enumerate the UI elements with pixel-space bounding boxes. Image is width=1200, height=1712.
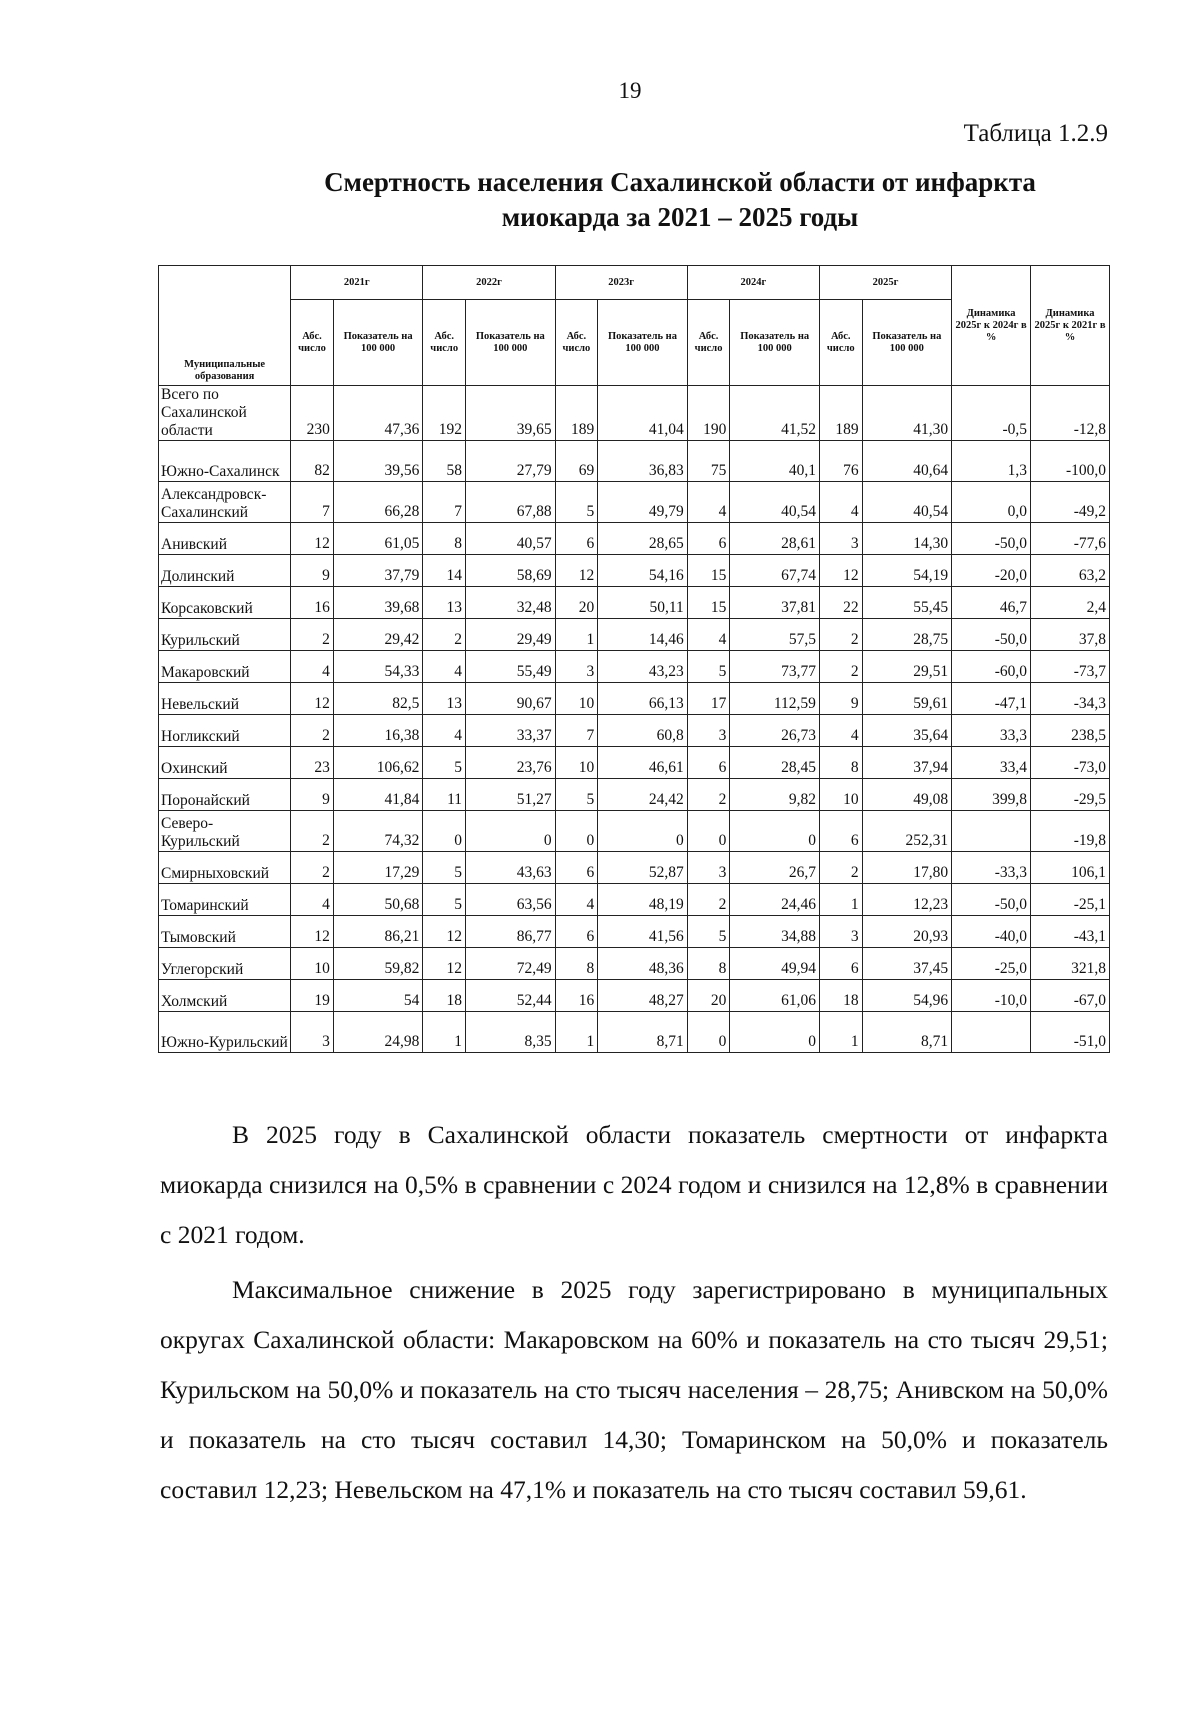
table-cell: 3 bbox=[687, 852, 730, 884]
table-cell: 10 bbox=[555, 747, 598, 779]
table-cell: 321,8 bbox=[1031, 948, 1110, 980]
column-header-dynamics-2021: Динамика 2025г к 2021г в % bbox=[1031, 266, 1110, 386]
table-cell: 6 bbox=[687, 747, 730, 779]
column-header-rate: Показатель на 100 000 bbox=[598, 300, 688, 386]
table-row bbox=[159, 555, 1110, 587]
municipality-name: Александровск-Сахалинский bbox=[159, 482, 291, 523]
table-cell: 5 bbox=[423, 884, 466, 916]
table-cell: 74,32 bbox=[333, 811, 423, 852]
table-cell: 28,65 bbox=[598, 523, 688, 555]
table-row bbox=[159, 619, 1110, 651]
table-cell: 20,93 bbox=[862, 916, 952, 948]
year-header: 2024г bbox=[687, 266, 819, 300]
table-cell: 1 bbox=[555, 1012, 598, 1053]
table-cell: 54,96 bbox=[862, 980, 952, 1012]
body-text bbox=[160, 1110, 1108, 1520]
table-cell: 33,37 bbox=[466, 715, 556, 747]
table-cell: 6 bbox=[555, 852, 598, 884]
municipality-name: Ногликский bbox=[159, 715, 291, 747]
table-cell: 14,46 bbox=[598, 619, 688, 651]
table-cell: 36,83 bbox=[598, 441, 688, 482]
table-cell: -20,0 bbox=[952, 555, 1031, 587]
municipality-name: Анивский bbox=[159, 523, 291, 555]
table-cell: 82,5 bbox=[333, 683, 423, 715]
table-cell: 46,61 bbox=[598, 747, 688, 779]
table-cell: 1,3 bbox=[952, 441, 1031, 482]
table-cell: 40,54 bbox=[862, 482, 952, 523]
table-cell: 39,65 bbox=[466, 386, 556, 441]
table-cell: 61,05 bbox=[333, 523, 423, 555]
table-cell: 28,45 bbox=[730, 747, 820, 779]
table-cell: 16 bbox=[555, 980, 598, 1012]
table-cell: 4 bbox=[423, 651, 466, 683]
table-cell: 238,5 bbox=[1031, 715, 1110, 747]
table-cell: 8,71 bbox=[862, 1012, 952, 1053]
table-cell: 18 bbox=[423, 980, 466, 1012]
table-cell: -73,7 bbox=[1031, 651, 1110, 683]
table-cell: 9 bbox=[291, 555, 334, 587]
table-cell: 8 bbox=[687, 948, 730, 980]
column-header-rate: Показатель на 100 000 bbox=[333, 300, 423, 386]
table-title-line: Смертность населения Сахалинской области от инфаркта bbox=[324, 167, 1036, 197]
table-cell: 12 bbox=[291, 523, 334, 555]
table-cell: 60,8 bbox=[598, 715, 688, 747]
table-cell: 28,61 bbox=[730, 523, 820, 555]
table-row bbox=[159, 482, 1110, 523]
table-cell: 37,45 bbox=[862, 948, 952, 980]
table-cell: 0 bbox=[466, 811, 556, 852]
table-cell: -0,5 bbox=[952, 386, 1031, 441]
table-cell: 72,49 bbox=[466, 948, 556, 980]
table-row bbox=[159, 747, 1110, 779]
table-cell: -50,0 bbox=[952, 619, 1031, 651]
table-cell: 49,08 bbox=[862, 779, 952, 811]
table-cell: 5 bbox=[555, 779, 598, 811]
municipality-name: Невельский bbox=[159, 683, 291, 715]
table-cell: 55,45 bbox=[862, 587, 952, 619]
table-cell: 230 bbox=[291, 386, 334, 441]
table-cell: 12 bbox=[819, 555, 862, 587]
table-cell: 26,7 bbox=[730, 852, 820, 884]
table-cell: -50,0 bbox=[952, 523, 1031, 555]
table-cell: 37,94 bbox=[862, 747, 952, 779]
table-cell: 86,21 bbox=[333, 916, 423, 948]
municipality-name: Макаровский bbox=[159, 651, 291, 683]
table-cell: 17,80 bbox=[862, 852, 952, 884]
table-cell: 4 bbox=[291, 651, 334, 683]
table-cell: 29,51 bbox=[862, 651, 952, 683]
column-header-rate: Показатель на 100 000 bbox=[466, 300, 556, 386]
table-cell: 63,56 bbox=[466, 884, 556, 916]
municipality-name: Курильский bbox=[159, 619, 291, 651]
table-cell: 5 bbox=[423, 747, 466, 779]
table-cell: -51,0 bbox=[1031, 1012, 1110, 1053]
year-header: 2025г bbox=[819, 266, 951, 300]
table-cell: 37,79 bbox=[333, 555, 423, 587]
table-row bbox=[159, 651, 1110, 683]
table-cell: 27,79 bbox=[466, 441, 556, 482]
table-cell: 17 bbox=[687, 683, 730, 715]
table-cell: 67,74 bbox=[730, 555, 820, 587]
table-cell: 49,94 bbox=[730, 948, 820, 980]
table-cell: -47,1 bbox=[952, 683, 1031, 715]
table-row bbox=[159, 811, 1110, 852]
table-cell: 39,56 bbox=[333, 441, 423, 482]
table-cell: 58 bbox=[423, 441, 466, 482]
table-cell: -34,3 bbox=[1031, 683, 1110, 715]
table-cell: 90,67 bbox=[466, 683, 556, 715]
table-cell: -25,1 bbox=[1031, 884, 1110, 916]
column-header-abs: Абс. число bbox=[819, 300, 862, 386]
table-cell: 106,62 bbox=[333, 747, 423, 779]
table-cell: -33,3 bbox=[952, 852, 1031, 884]
table-cell bbox=[952, 811, 1031, 852]
table-cell: 6 bbox=[819, 811, 862, 852]
table-cell: 1 bbox=[555, 619, 598, 651]
municipality-name: Корсаковский bbox=[159, 587, 291, 619]
table-cell: 28,75 bbox=[862, 619, 952, 651]
table-cell: 29,42 bbox=[333, 619, 423, 651]
table-cell: 73,77 bbox=[730, 651, 820, 683]
table-row bbox=[159, 587, 1110, 619]
table-cell: 4 bbox=[423, 715, 466, 747]
table-cell: 34,88 bbox=[730, 916, 820, 948]
table-cell: 63,2 bbox=[1031, 555, 1110, 587]
table-cell: -77,6 bbox=[1031, 523, 1110, 555]
table-cell: 0 bbox=[598, 811, 688, 852]
table-cell bbox=[952, 1012, 1031, 1053]
table-cell: 67,88 bbox=[466, 482, 556, 523]
table-cell: 41,84 bbox=[333, 779, 423, 811]
table-cell: 82 bbox=[291, 441, 334, 482]
table-cell: 54,19 bbox=[862, 555, 952, 587]
table-row bbox=[159, 386, 1110, 441]
table-cell: 46,7 bbox=[952, 587, 1031, 619]
table-cell: 18 bbox=[819, 980, 862, 1012]
table-cell: 15 bbox=[687, 587, 730, 619]
municipality-name: Охинский bbox=[159, 747, 291, 779]
table-row bbox=[159, 884, 1110, 916]
table-cell: 55,49 bbox=[466, 651, 556, 683]
table-cell: 41,52 bbox=[730, 386, 820, 441]
municipality-name: Всего по Сахалинской области bbox=[159, 386, 291, 441]
table-cell: 20 bbox=[555, 587, 598, 619]
table-title-line: миокарда за 2021 – 2025 годы bbox=[501, 202, 859, 232]
municipality-name: Углегорский bbox=[159, 948, 291, 980]
table-cell: 33,3 bbox=[952, 715, 1031, 747]
column-header-abs: Абс. число bbox=[687, 300, 730, 386]
table-cell: -100,0 bbox=[1031, 441, 1110, 482]
table-cell: 39,68 bbox=[333, 587, 423, 619]
table-cell: 8 bbox=[423, 523, 466, 555]
table-cell: 59,61 bbox=[862, 683, 952, 715]
table-cell: 41,04 bbox=[598, 386, 688, 441]
municipality-name: Поронайский bbox=[159, 779, 291, 811]
table-cell: 23,76 bbox=[466, 747, 556, 779]
mortality-table bbox=[158, 265, 1110, 1053]
table-cell: 69 bbox=[555, 441, 598, 482]
table-cell: -60,0 bbox=[952, 651, 1031, 683]
table-cell: 7 bbox=[291, 482, 334, 523]
table-cell: 3 bbox=[555, 651, 598, 683]
table-row bbox=[159, 980, 1110, 1012]
municipality-name: Долинский bbox=[159, 555, 291, 587]
table-row bbox=[159, 948, 1110, 980]
table-cell: 33,4 bbox=[952, 747, 1031, 779]
table-cell: 10 bbox=[555, 683, 598, 715]
column-header-rate: Показатель на 100 000 bbox=[862, 300, 952, 386]
table-cell: 66,28 bbox=[333, 482, 423, 523]
table-cell: 12 bbox=[291, 916, 334, 948]
table-cell: 61,06 bbox=[730, 980, 820, 1012]
table-row bbox=[159, 683, 1110, 715]
table-cell: 8,71 bbox=[598, 1012, 688, 1053]
table-cell: 106,1 bbox=[1031, 852, 1110, 884]
table-cell: 48,27 bbox=[598, 980, 688, 1012]
table-cell: 48,36 bbox=[598, 948, 688, 980]
table-cell: 52,44 bbox=[466, 980, 556, 1012]
municipality-name: Северо-Курильский bbox=[159, 811, 291, 852]
table-cell: -49,2 bbox=[1031, 482, 1110, 523]
table-cell: 37,8 bbox=[1031, 619, 1110, 651]
table-cell: 3 bbox=[291, 1012, 334, 1053]
table-cell: 2 bbox=[819, 619, 862, 651]
table-cell: 17,29 bbox=[333, 852, 423, 884]
table-cell: 50,11 bbox=[598, 587, 688, 619]
table-cell: -67,0 bbox=[1031, 980, 1110, 1012]
table-cell: 2 bbox=[687, 884, 730, 916]
municipality-name: Тымовский bbox=[159, 916, 291, 948]
column-header-dynamics-2024: Динамика 2025г к 2024г в % bbox=[952, 266, 1031, 386]
table-cell: 6 bbox=[555, 916, 598, 948]
table-cell: 22 bbox=[819, 587, 862, 619]
municipality-name: Южно-Сахалинск bbox=[159, 441, 291, 482]
table-cell: 86,77 bbox=[466, 916, 556, 948]
table-cell: 5 bbox=[423, 852, 466, 884]
table-cell: 41,56 bbox=[598, 916, 688, 948]
table-cell: 35,64 bbox=[862, 715, 952, 747]
table-row bbox=[159, 715, 1110, 747]
table-cell: 2 bbox=[819, 651, 862, 683]
table-header bbox=[159, 266, 1110, 386]
table-cell: 189 bbox=[819, 386, 862, 441]
table-cell: 7 bbox=[555, 715, 598, 747]
table-cell: -29,5 bbox=[1031, 779, 1110, 811]
table-cell: 40,64 bbox=[862, 441, 952, 482]
table-cell: 66,13 bbox=[598, 683, 688, 715]
table-cell: 2 bbox=[291, 715, 334, 747]
municipality-name: Южно-Курильский bbox=[159, 1012, 291, 1053]
table-cell: 8,35 bbox=[466, 1012, 556, 1053]
table-row bbox=[159, 852, 1110, 884]
municipality-name: Томаринский bbox=[159, 884, 291, 916]
table-cell: 37,81 bbox=[730, 587, 820, 619]
paragraph: Максимальное снижение в 2025 году зарегистрировано в муниципальных округах Сахалинской области: Макаровском на 60% и показатель на сто тысяч 29,51; Курильском на 50,0% и показатель на сто тысяч населения – 28,75; Анивском на 50,0% и показатель на сто тысяч составил 14,30; Томаринском на 50,0% и показатель составил 12,23; Невельском на 47,1% и показатель на сто тысяч составил 59,61. bbox=[160, 1275, 1108, 1504]
table-cell: 1 bbox=[819, 1012, 862, 1053]
table-cell: 1 bbox=[423, 1012, 466, 1053]
page-number: 19 bbox=[618, 78, 642, 103]
table-cell: 15 bbox=[687, 555, 730, 587]
column-header-rate: Показатель на 100 000 bbox=[730, 300, 820, 386]
table-body bbox=[159, 386, 1110, 1053]
table-cell: 5 bbox=[687, 916, 730, 948]
year-header: 2023г bbox=[555, 266, 687, 300]
table-cell: 40,57 bbox=[466, 523, 556, 555]
table-cell: 2 bbox=[291, 811, 334, 852]
table-cell: 12,23 bbox=[862, 884, 952, 916]
table-row bbox=[159, 779, 1110, 811]
table-cell: -19,8 bbox=[1031, 811, 1110, 852]
table-cell: 4 bbox=[819, 482, 862, 523]
table-cell: 12 bbox=[423, 948, 466, 980]
table-cell: 5 bbox=[687, 651, 730, 683]
table-cell: 76 bbox=[819, 441, 862, 482]
year-header: 2021г bbox=[291, 266, 423, 300]
municipality-name: Холмский bbox=[159, 980, 291, 1012]
table-cell: 58,69 bbox=[466, 555, 556, 587]
table-cell: 0 bbox=[423, 811, 466, 852]
table-cell: 11 bbox=[423, 779, 466, 811]
table-label: Таблица 1.2.9 bbox=[963, 120, 1108, 147]
table-cell: 2,4 bbox=[1031, 587, 1110, 619]
table-cell: 20 bbox=[687, 980, 730, 1012]
table-cell: 12 bbox=[423, 916, 466, 948]
column-header-municipality: Муниципальные образования bbox=[159, 266, 291, 386]
column-header-abs: Абс. число bbox=[291, 300, 334, 386]
table-cell: 112,59 bbox=[730, 683, 820, 715]
table-cell: 4 bbox=[291, 884, 334, 916]
table-cell: 49,79 bbox=[598, 482, 688, 523]
column-header-abs: Абс. число bbox=[423, 300, 466, 386]
table-cell: 2 bbox=[687, 779, 730, 811]
table-cell: 13 bbox=[423, 587, 466, 619]
table-cell: 5 bbox=[555, 482, 598, 523]
table-cell: 54 bbox=[333, 980, 423, 1012]
table-cell: 3 bbox=[819, 916, 862, 948]
table-cell: 4 bbox=[819, 715, 862, 747]
table-cell: 2 bbox=[819, 852, 862, 884]
table-cell: 24,42 bbox=[598, 779, 688, 811]
table-cell: 23 bbox=[291, 747, 334, 779]
table-cell: 54,33 bbox=[333, 651, 423, 683]
paragraph: В 2025 году в Сахалинской области показатель смертности от инфаркта миокарда снизился на 0,5% в сравнении с 2024 годом и снизился на 12,8% в сравнении с 2021 годом. bbox=[160, 1120, 1108, 1249]
table-cell: 6 bbox=[555, 523, 598, 555]
column-header-abs: Абс. число bbox=[555, 300, 598, 386]
table-cell: 14 bbox=[423, 555, 466, 587]
table-cell: 40,1 bbox=[730, 441, 820, 482]
table-cell: 57,5 bbox=[730, 619, 820, 651]
table-cell: 14,30 bbox=[862, 523, 952, 555]
table-cell: -43,1 bbox=[1031, 916, 1110, 948]
table-cell: 26,73 bbox=[730, 715, 820, 747]
table-cell: 9,82 bbox=[730, 779, 820, 811]
table-cell: 13 bbox=[423, 683, 466, 715]
table-cell: 6 bbox=[819, 948, 862, 980]
table-cell: 10 bbox=[819, 779, 862, 811]
table-cell: 12 bbox=[291, 683, 334, 715]
table-cell: 7 bbox=[423, 482, 466, 523]
table-cell: 252,31 bbox=[862, 811, 952, 852]
table-cell: 24,46 bbox=[730, 884, 820, 916]
table-cell: -10,0 bbox=[952, 980, 1031, 1012]
table-cell: 0 bbox=[687, 811, 730, 852]
table-cell: -12,8 bbox=[1031, 386, 1110, 441]
table-cell: 2 bbox=[291, 852, 334, 884]
table-cell: 59,82 bbox=[333, 948, 423, 980]
table-cell: 47,36 bbox=[333, 386, 423, 441]
table-cell: 10 bbox=[291, 948, 334, 980]
table-cell: 6 bbox=[687, 523, 730, 555]
table-cell: 1 bbox=[819, 884, 862, 916]
table-cell: 29,49 bbox=[466, 619, 556, 651]
table-cell: 0 bbox=[687, 1012, 730, 1053]
table-cell: 16 bbox=[291, 587, 334, 619]
table-cell: 54,16 bbox=[598, 555, 688, 587]
table-cell: 8 bbox=[555, 948, 598, 980]
table-cell: 0,0 bbox=[952, 482, 1031, 523]
table-cell: 16,38 bbox=[333, 715, 423, 747]
table-cell: 0 bbox=[555, 811, 598, 852]
table-cell: 41,30 bbox=[862, 386, 952, 441]
table-cell: 32,48 bbox=[466, 587, 556, 619]
table-cell: 3 bbox=[819, 523, 862, 555]
table-cell: 4 bbox=[555, 884, 598, 916]
table-cell: -50,0 bbox=[952, 884, 1031, 916]
table-cell: 75 bbox=[687, 441, 730, 482]
table-cell: 4 bbox=[687, 619, 730, 651]
table-cell: 189 bbox=[555, 386, 598, 441]
table-cell: 0 bbox=[730, 1012, 820, 1053]
table-cell: 2 bbox=[423, 619, 466, 651]
year-header: 2022г bbox=[423, 266, 555, 300]
table-cell: 0 bbox=[730, 811, 820, 852]
table-cell: 3 bbox=[687, 715, 730, 747]
table-cell: 43,63 bbox=[466, 852, 556, 884]
table-cell: 190 bbox=[687, 386, 730, 441]
table-cell: 43,23 bbox=[598, 651, 688, 683]
table-cell: 40,54 bbox=[730, 482, 820, 523]
table-row bbox=[159, 916, 1110, 948]
table-cell: 12 bbox=[555, 555, 598, 587]
municipality-name: Смирныховский bbox=[159, 852, 291, 884]
table-cell: 9 bbox=[291, 779, 334, 811]
table-title bbox=[160, 165, 1200, 235]
table-cell: 19 bbox=[291, 980, 334, 1012]
table-cell: 399,8 bbox=[952, 779, 1031, 811]
table-cell: -25,0 bbox=[952, 948, 1031, 980]
table-cell: 192 bbox=[423, 386, 466, 441]
table-cell: 51,27 bbox=[466, 779, 556, 811]
table-cell: 8 bbox=[819, 747, 862, 779]
table-row bbox=[159, 1012, 1110, 1053]
table-cell: 50,68 bbox=[333, 884, 423, 916]
table-row bbox=[159, 441, 1110, 482]
table-cell: 48,19 bbox=[598, 884, 688, 916]
table-cell: -73,0 bbox=[1031, 747, 1110, 779]
table-row bbox=[159, 523, 1110, 555]
table-cell: 9 bbox=[819, 683, 862, 715]
table-cell: 52,87 bbox=[598, 852, 688, 884]
table-cell: 2 bbox=[291, 619, 334, 651]
table-cell: 24,98 bbox=[333, 1012, 423, 1053]
table-cell: -40,0 bbox=[952, 916, 1031, 948]
table-cell: 4 bbox=[687, 482, 730, 523]
